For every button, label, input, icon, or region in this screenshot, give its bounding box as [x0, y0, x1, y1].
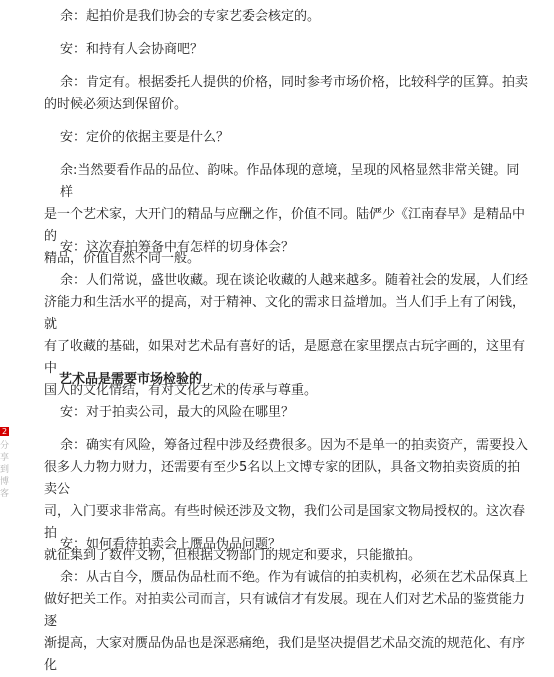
paragraph-line: 济能力和生活水平的提高，对于精神、文化的需求日益增加。当人们手上有了闲钱，就: [44, 295, 526, 332]
section-heading: [0, 369, 530, 391]
paragraph-line: 很多人力物力财力，还需要有至少5名以上文博专家的团队，具备文物拍卖资质的拍卖公: [44, 460, 521, 497]
paragraph-line: 做好把关工作。对拍卖公司而言，只有诚信才有发展。现在人们对艺术品的鉴赏能力逐: [44, 592, 526, 629]
article-paragraph: [0, 39, 530, 61]
paragraph-line: 渐提高，大家对赝品伪品也是深恶痛绝，我们是坚决提倡艺术品交流的规范化、有序化: [44, 636, 526, 673]
paragraph-line: 国人的文化情结，有对文化艺术的传承与尊重。: [44, 383, 318, 398]
paragraph-line: 精品，价值自然不同一般。: [44, 251, 201, 266]
section-heading-text: 艺术品是需要市场检验的: [59, 372, 203, 387]
article-paragraph: [0, 127, 530, 149]
paragraph-line: 余：从古自今，赝品伪品杜而不绝。作为有诚信的拍卖机构，必须在艺术品保真上: [60, 570, 529, 585]
article-paragraph: [0, 72, 530, 116]
paragraph-line: 的时候必须达到保留价。: [44, 97, 188, 112]
paragraph-line: 余:当然要看作品的品位、韵味。作品体现的意境，呈现的风格显然非常关键。同样: [60, 163, 520, 200]
paragraph-line: 安：如何看待拍卖会上赝品伪品问题？: [60, 537, 282, 552]
paragraph-line: 余：人们常说，盛世收藏。现在谈论收藏的人越来越多。随着社会的发展，人们经: [60, 273, 529, 288]
paragraph-line: 余：肯定有。根据委托人提供的价格，同时参考市场价格，比较科学的匡算。拍卖: [60, 75, 529, 90]
paragraph-line: 有了收藏的基础，如果对艺术品有喜好的话，是愿意在家里摆点古玩字画的，这里有中: [44, 339, 526, 376]
paragraph-line: 就征集到了数件文物，但根据文物部门的规定和要求，只能撤拍。: [44, 548, 422, 563]
paragraph-line: 余：起拍价是我们协会的专家艺委会核定的。: [60, 9, 321, 24]
article-paragraph: [0, 6, 530, 28]
paragraph-line: 司，入门要求非常高。有些时候还涉及文物，我们公司是国家文物局授权的。这次春拍: [44, 504, 526, 541]
share-count-badge: 2: [1, 427, 8, 436]
share-side-tab-label: 分享到 博客: [0, 441, 10, 499]
share-side-tab[interactable]: [0, 427, 10, 537]
paragraph-line: 是一个艺术家，大开门的精品与应酬之作，价值不同。陆俨少《江南春早》是精品中的: [44, 207, 526, 244]
paragraph-line: 安：对于拍卖公司，最大的风险在哪里？: [60, 405, 295, 420]
article-paragraph: [0, 567, 530, 677]
paragraph-line: 安：定价的依据主要是什么？: [60, 130, 230, 145]
paragraph-line: 安：和持有人会协商吧？: [60, 42, 204, 57]
paragraph-line: 余：确实有风险，筹备过程中涉及经费很多。因为不是单一的拍卖资产，需要投入: [60, 438, 529, 453]
article-paragraph: [0, 534, 530, 556]
paragraph-line: 安：这次春拍筹备中有怎样的切身体会？: [60, 240, 295, 255]
article-paragraph: [0, 237, 530, 259]
article-paragraph: [0, 402, 530, 424]
